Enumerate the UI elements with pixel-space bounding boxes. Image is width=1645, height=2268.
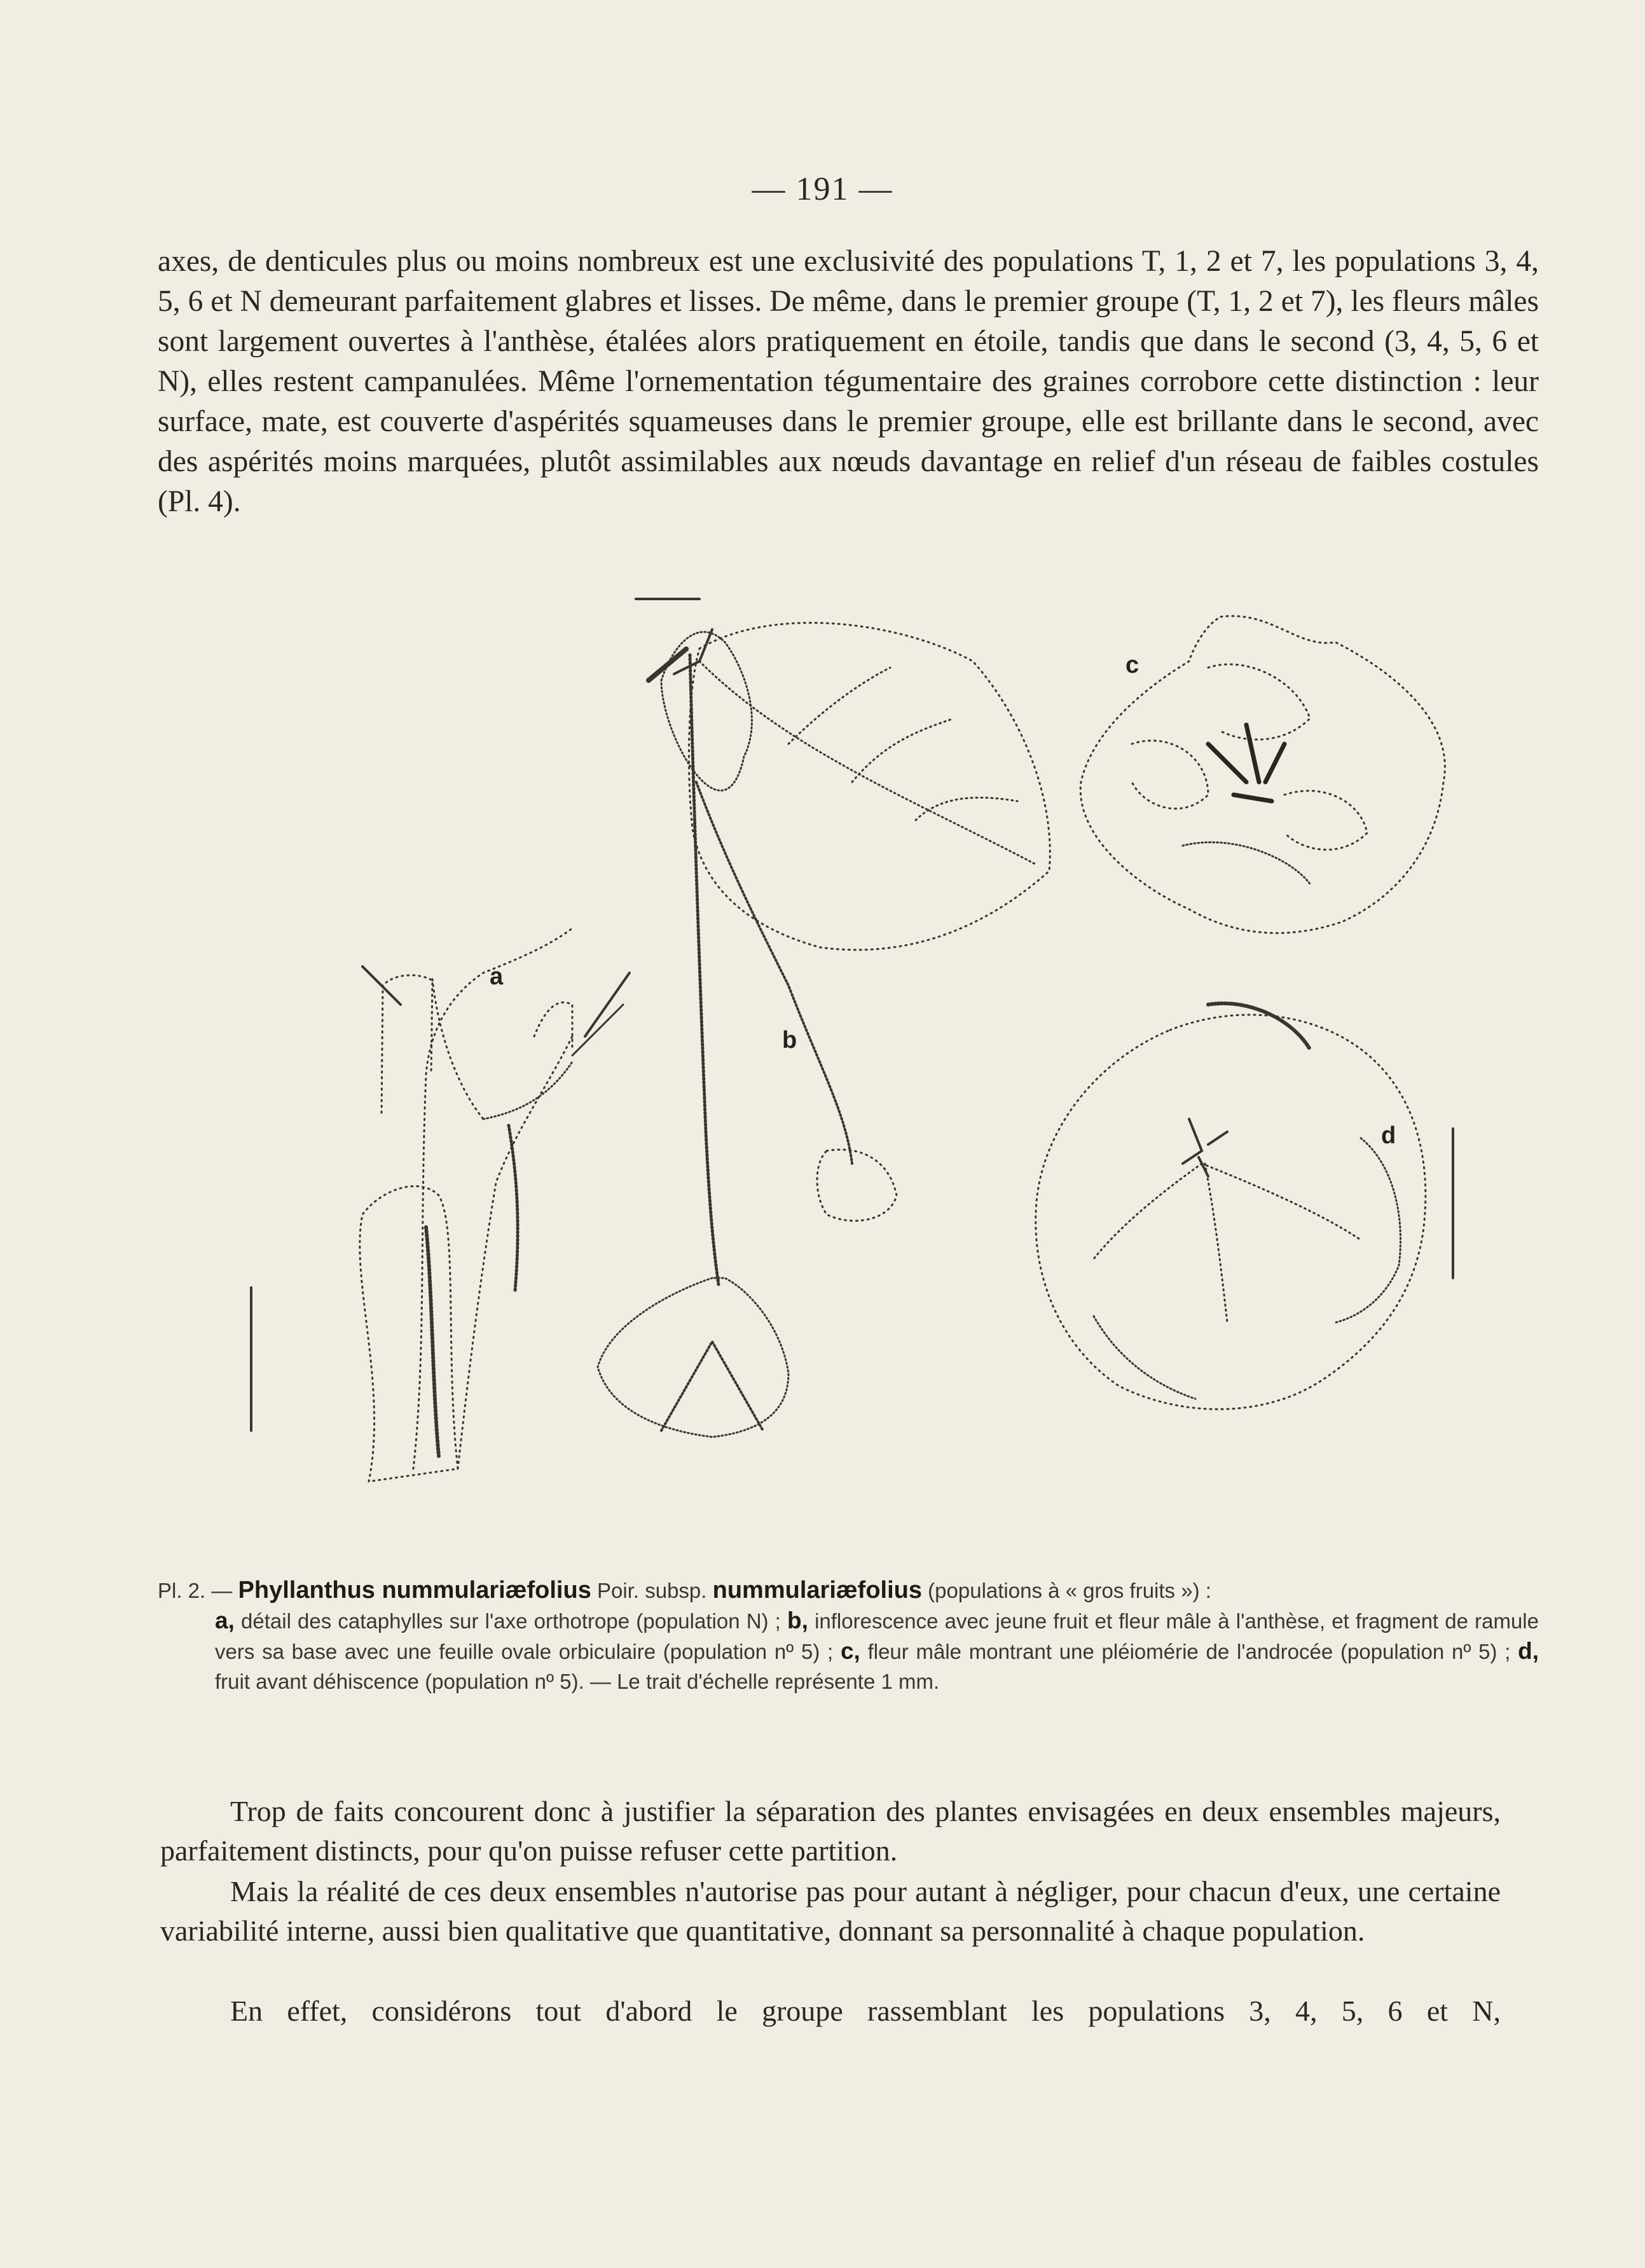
figure-a-drawing bbox=[251, 928, 630, 1481]
caption-a-text: détail des cataphylles sur l'axe orthotrope (population N) ; bbox=[241, 1609, 781, 1633]
body-paragraph: axes, de denticules plus ou moins nombreux est une exclusivité des populations T, 1, 2 et 7, les populations 3, 4, 5, 6 et N demeurant parfaitement glabres et lisses. De même, dans le premier groupe (T, 1, 2 et 7), les fleurs mâles sont largement ouvertes à l'anthèse, étalées alors pratiquement en étoile, tandis que dans le second (3, 4, 5, 6 et N), elles restent campanulées. Même l'ornementation tégumentaire des graines corrobore cette distinction : leur surface, mate, est couverte d'aspérités squameuses dans le premier groupe, elle est brillante dans le second, avec des aspérités moins marquées, plutôt assimilables aux nœuds davantage en relief d'un réseau de faibles costules (Pl. 4). bbox=[158, 245, 1539, 518]
caption-species: Phyllanthus nummulariæfolius bbox=[238, 1577, 591, 1604]
body-paragraph: Trop de faits concourent donc à justifier la séparation des plantes envisagées en deux ensembles majeurs, parfaitement distincts, pour qu'on puisse refuser cette partition. bbox=[160, 1795, 1501, 1867]
caption-d-text: fruit avant déhiscence (population nº 5). — Le trait d'échelle représente 1 mm. bbox=[215, 1670, 940, 1693]
body-paragraph: Mais la réalité de ces deux ensembles n'autorise pas pour autant à négliger, pour chacun d'eux, une certaine variabilité interne, aussi bien qualitative que quantitative, donnant sa personnalité à chaque population. bbox=[160, 1875, 1501, 1947]
figure-label-a: a bbox=[490, 963, 504, 990]
caption-intro: (populations à « gros fruits ») : bbox=[928, 1579, 1211, 1602]
caption-authority: Poir. subsp. bbox=[597, 1579, 707, 1602]
caption-c-key: c, bbox=[840, 1638, 860, 1664]
botanical-plate bbox=[216, 591, 1488, 1551]
caption-b-text: inflorescence avec jeune fruit et fleur mâle à l'anthèse, et fragment de ramule vers sa base avec une feuille ovale orbiculaire (population nº 5) ; bbox=[215, 1609, 1539, 1663]
figure-b-drawing bbox=[598, 623, 1050, 1437]
figure-label-d: d bbox=[1381, 1122, 1396, 1149]
body-paragraph: En effet, considérons tout d'abord le groupe rassemblant les populations 3, 4, 5, 6 et N, bbox=[230, 1995, 1501, 2027]
caption-c-text: fleur mâle montrant une pléiomérie de l'androcée (population nº 5) ; bbox=[867, 1640, 1511, 1663]
caption-plate: Pl. 2. — bbox=[158, 1579, 233, 1602]
caption-b-key: b, bbox=[787, 1607, 808, 1633]
figure-caption bbox=[158, 1576, 1539, 1696]
caption-d-key: d, bbox=[1518, 1638, 1539, 1664]
page-number: — 191 — bbox=[752, 171, 893, 207]
caption-a-key: a, bbox=[215, 1607, 235, 1633]
figure-d-drawing bbox=[1036, 1003, 1453, 1409]
figure-label-c: c bbox=[1125, 652, 1139, 678]
caption-subspecies: nummulariæfolius bbox=[712, 1577, 922, 1604]
figure-label-b: b bbox=[782, 1027, 797, 1054]
